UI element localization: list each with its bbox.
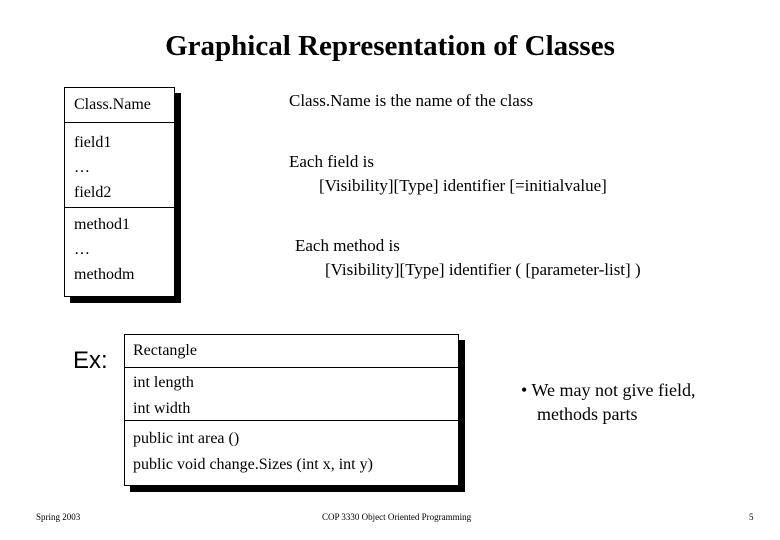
- bullet-icon: •: [521, 380, 528, 400]
- footer-course: COP 3330 Object Oriented Programming: [322, 512, 472, 522]
- class-name-description-text: Class.Name is the name of the class: [289, 91, 534, 110]
- note-line-2: methods parts: [537, 404, 638, 424]
- example-method: public int area (): [133, 430, 240, 447]
- example-name-compartment: [125, 335, 458, 368]
- slide-title: Graphical Representation of Classes: [165, 30, 615, 62]
- field-item: field1: [74, 134, 112, 151]
- class-name-description: [289, 91, 533, 111]
- field-syntax: [Visibility][Type] identifier [=initialvalue]: [319, 176, 607, 195]
- example-method: public void change.Sizes (int x, int y): [133, 456, 373, 473]
- method-ellipsis: …: [74, 241, 90, 258]
- fields-compartment: [65, 123, 174, 208]
- example-label: Ex:: [73, 347, 108, 374]
- example-fields-compartment: [125, 368, 458, 421]
- field-item: field2: [74, 184, 112, 201]
- field-description-intro: Each field is: [289, 152, 374, 171]
- field-ellipsis: …: [74, 159, 90, 176]
- method-item: method1: [74, 216, 130, 233]
- method-description: [295, 234, 641, 282]
- example-methods-compartment: [125, 421, 458, 485]
- footer-page-number: 5: [749, 512, 754, 522]
- class-name-text: Class.Name: [74, 96, 151, 113]
- note-text-1: We may not give field,: [531, 380, 696, 400]
- methods-compartment: [65, 208, 174, 296]
- bullet-note: [521, 378, 696, 426]
- example-field: int width: [133, 400, 191, 417]
- example-field: int length: [133, 374, 194, 391]
- method-description-intro: Each method is: [295, 236, 400, 255]
- method-syntax: [Visibility][Type] identifier ( [parameter-list] ): [325, 260, 641, 279]
- generic-class-box: [64, 87, 175, 297]
- field-description: [289, 150, 607, 198]
- example-class-name: Rectangle: [133, 342, 197, 359]
- note-line-1: [521, 378, 696, 402]
- method-item: methodm: [74, 266, 135, 283]
- class-name-compartment: [65, 88, 174, 123]
- example-class-box: [124, 334, 459, 486]
- footer-date: Spring 2003: [36, 512, 81, 522]
